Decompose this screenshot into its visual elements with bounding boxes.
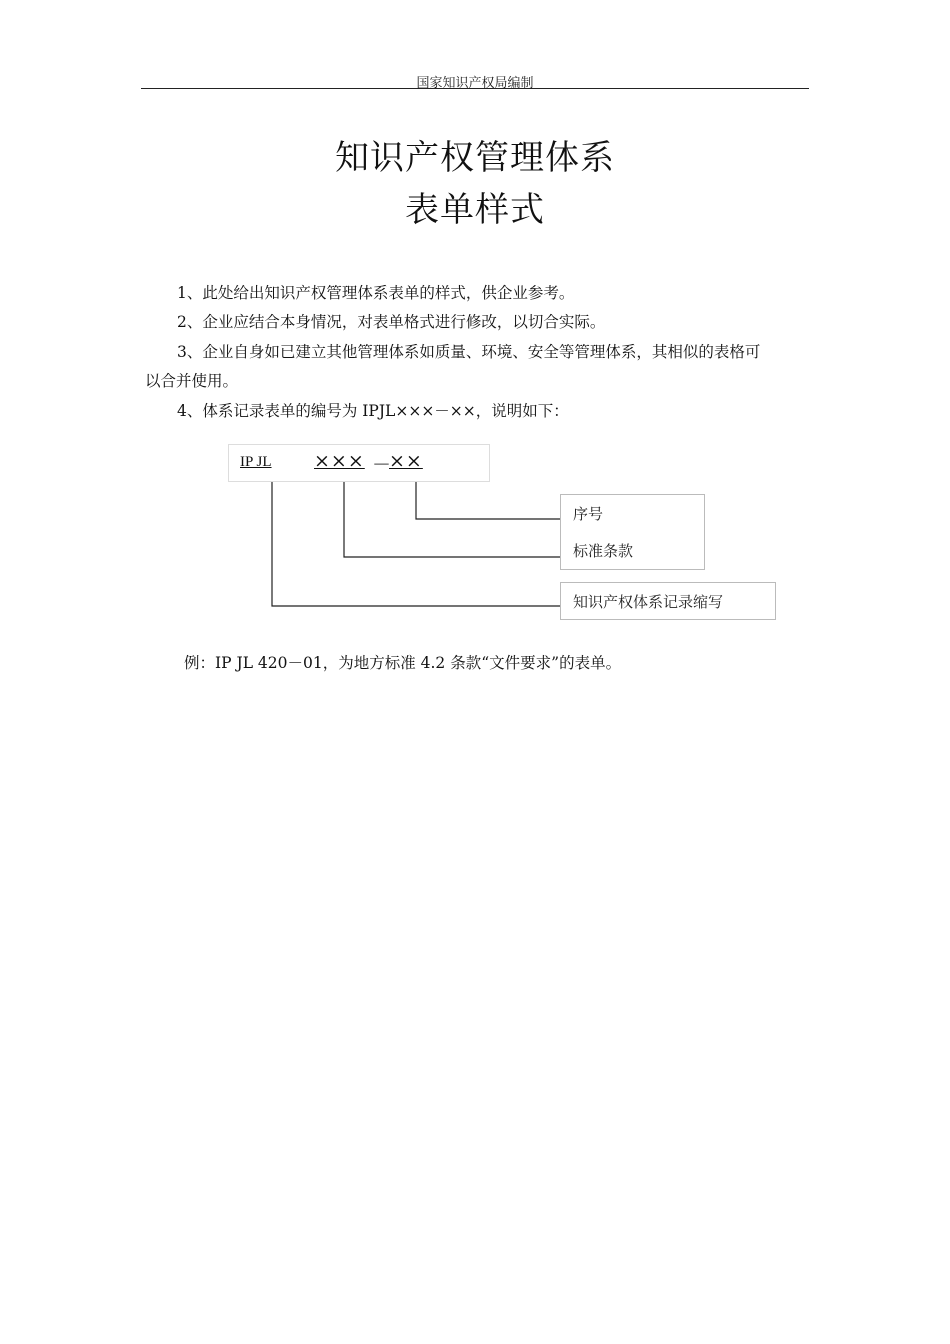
label-system-abbreviation: 知识产权体系记录缩写 [573,593,724,611]
code-serial-placeholder: ×× [389,450,423,472]
document-title: 知识产权管理体系 [335,138,615,178]
label-standard-clause: 标准条款 [573,542,634,560]
code-dash: － [372,454,392,476]
connector-serial [416,482,560,519]
code-clause-placeholder: ××× [314,450,365,472]
paragraph-3-text: 3、企业自身如已建立其他管理体系如质量、环境、安全等管理体系，其相似的表格可 [177,343,761,361]
label-serial-number: 序号 [573,505,604,523]
code-prefix: IP JL [240,454,272,470]
paragraph-3-text-continued: 以合并使用。 [145,372,239,390]
document-subtitle: 表单样式 [405,190,545,230]
page-header: 国家知识产权局编制 [416,76,534,91]
paragraph-2-text: 2、企业应结合本身情况，对表单格式进行修改，以切合实际。 [177,313,606,331]
paragraph-1-text: 1、此处给出知识产权管理体系表单的样式，供企业参考。 [177,284,575,302]
example-text: 例：IP JL 420－01，为地方标准 4.2 条款“文件要求”的表单。 [184,654,622,672]
paragraph-4-text: 4、体系记录表单的编号为 IPJL×××－××，说明如下： [177,402,569,420]
